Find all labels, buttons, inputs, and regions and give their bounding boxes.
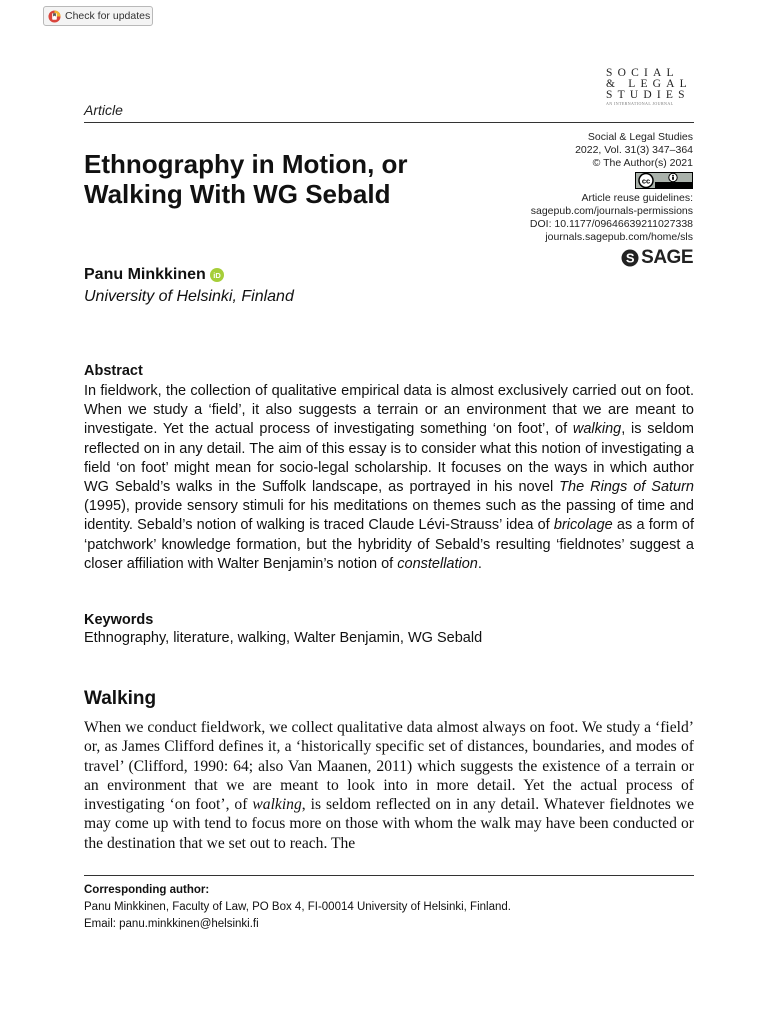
check-for-updates-icon: [48, 10, 61, 23]
journal-logo-tagline: AN INTERNATIONAL JOURNAL: [606, 101, 674, 106]
abstract-emphasis: constellation: [397, 555, 478, 572]
journal-logo-line: STUDIES: [606, 89, 690, 101]
body-emphasis: walking: [252, 796, 302, 814]
header-divider: [84, 122, 694, 123]
journal-logo-line: SOCIAL: [606, 67, 679, 79]
copyright-line: © The Author(s) 2021: [592, 157, 693, 169]
author-name: Panu Minkkinen: [84, 266, 206, 283]
journal-logo: [606, 68, 696, 107]
abstract-text-part: as a form of ‘patchwork’ knowledge formation, but the hybridity of Sebald’s resulting ‘fieldnotes’ suggest a closer affiliation with Walter Benjamin’s notion of: [84, 517, 694, 572]
author-line: [84, 266, 224, 284]
abstract-heading: Abstract: [84, 363, 143, 379]
article-type-label: Article: [84, 102, 123, 118]
journal-name: Social & Legal Studies: [587, 131, 693, 143]
body-text-part: When we conduct fieldwork, we collect qualitative data almost always on foot. We study a ‘field’ or, as James Clifford defines it, a ‘historically specific set of distances, boundaries, and modes of travel’ (Clifford, 1990: 64; also Van Maanen, 2011) which suggests the existence of a terrain or an environment that we are meant to look into in more detail. Yet the actual process of investigating ‘on foot’, of: [84, 719, 694, 814]
abstract-emphasis: walking: [572, 421, 622, 438]
volume-info: 2022, Vol. 31(3) 347–364: [575, 144, 693, 156]
sage-logo-icon: [621, 249, 639, 267]
corresponding-author-email[interactable]: Email: panu.minkkinen@helsinki.fi: [84, 918, 259, 930]
abstract-text-part: .: [477, 555, 482, 572]
cc-by-icon[interactable]: [635, 172, 693, 189]
orcid-icon[interactable]: [210, 268, 224, 282]
corresponding-author-address: Panu Minkkinen, Faculty of Law, PO Box 4, FI-00014 University of Helsinki, Finland.: [84, 901, 511, 913]
corresponding-author-heading: Corresponding author:: [84, 884, 210, 896]
section-heading: Walking: [84, 688, 157, 709]
permissions-link[interactable]: sagepub.com/journals-permissions: [530, 205, 693, 217]
body-text-part: , is seldom reflected on in any detail. Whatever fieldnotes we may come up with tend to focus more on those with whom the walk may have been conducted or the destination that we set out to reach. The: [84, 796, 694, 852]
footnote-divider: [84, 875, 694, 876]
abstract-text: [84, 382, 694, 574]
check-for-updates-label: Check for updates: [65, 10, 151, 22]
abstract-text-part: , is seldom reflected on in any detail. The aim of this essay is to consider what this notion of investigating a field ‘on foot’ might mean for socio-legal scholarship. It focuses on the ways in which author WG Sebald’s walks in the Suffolk landscape, as portrayed in his novel: [84, 421, 694, 496]
doi-link[interactable]: DOI: 10.1177/09646639211027338: [529, 218, 693, 230]
publisher-logo: [621, 247, 693, 269]
abstract-text-part: In fieldwork, the collection of qualitative empirical data is almost exclusively carried out on foot. When we study a ‘field’, it also suggests a terrain or an environment that we are meant to investigate. Yet the actual process of investigating something ‘on foot’, of: [84, 383, 694, 438]
publisher-name: SAGE: [641, 247, 693, 268]
svg-text:cc: cc: [641, 176, 651, 186]
journal-home-link[interactable]: journals.sagepub.com/home/sls: [545, 231, 693, 243]
abstract-emphasis: The Rings of Saturn: [559, 479, 694, 496]
svg-text:iD: iD: [213, 271, 221, 280]
journal-logo-line: & LEGAL: [606, 78, 692, 90]
abstract-text-part: (1995), provide sensory stimuli for his meditations on themes such as the passing of time and identity. Sebald’s notion of walking is traced Claude Lévi-Strauss’ idea of: [84, 498, 694, 534]
article-title: Ethnography in Motion, or Walking With WG Sebald: [84, 149, 408, 209]
body-paragraph: [84, 718, 694, 853]
check-for-updates-button[interactable]: [43, 6, 153, 26]
reuse-guidelines-label: Article reuse guidelines:: [581, 192, 693, 204]
svg-text:S: S: [626, 250, 635, 266]
keywords-list: Ethnography, literature, walking, Walter Benjamin, WG Sebald: [84, 630, 483, 646]
author-affiliation: University of Helsinki, Finland: [84, 288, 294, 305]
keywords-heading: Keywords: [84, 612, 154, 628]
abstract-emphasis: bricolage: [553, 517, 613, 534]
